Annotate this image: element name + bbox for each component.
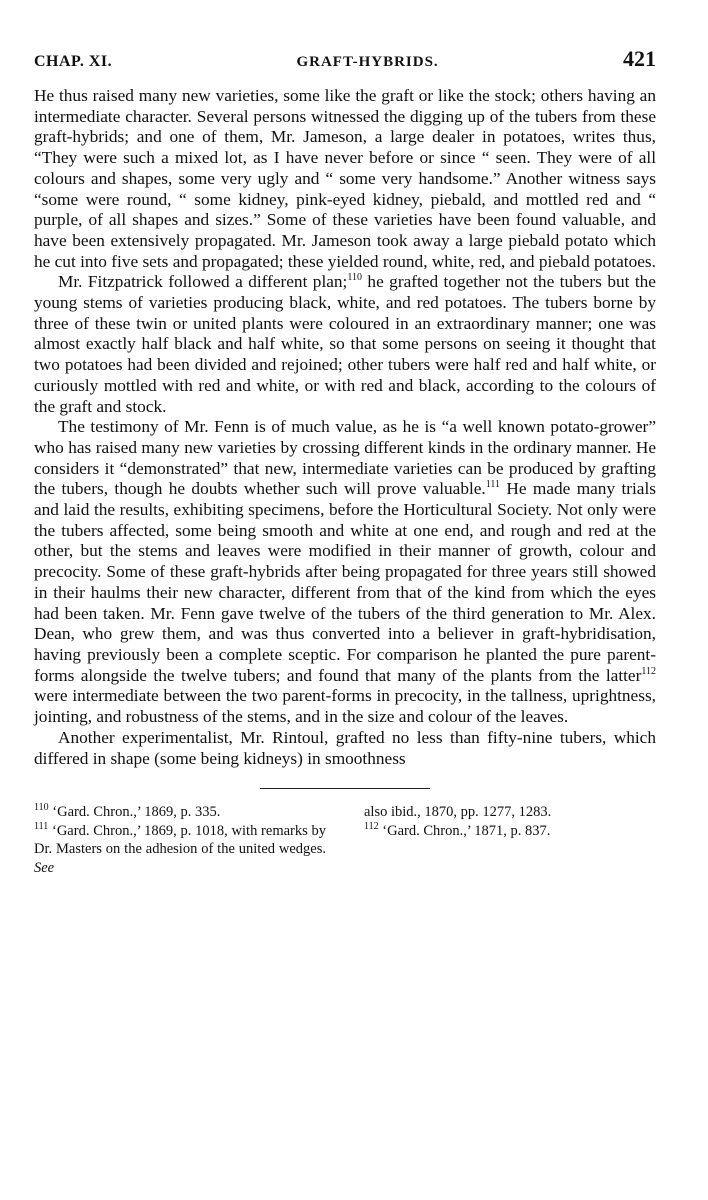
paragraph-2 (34, 272, 656, 417)
footnotes-left-column (34, 803, 326, 877)
paragraph-2-text-b: he grafted together not the tubers but the young stems of varieties producing black, white, and red potatoes. The tubers borne by three of these twin or united plants were coloured in an extraordinary manner; one was almost exactly half black and half white, so that some persons on seeing it thought that two potatoes had been divided and rejoined; other tubers were half red and half white, or curiously mottled with red and white, or with red and black, according to the colours of the graft and stock. (34, 272, 656, 416)
footnote-110-number: 110 (34, 802, 49, 814)
footnote-ref-111: 111 (485, 479, 501, 491)
footnote-112 (364, 822, 656, 841)
paragraph-4: Another experimentalist, Mr. Rintoul, grafted no less than fifty-nine tubers, which differed in shape (some being kidneys) in smoothness (34, 727, 656, 768)
footnote-112-number: 112 (364, 820, 379, 832)
footnote-111-text: ‘Gard. Chron.,’ 1869, p. 1018, with remarks by Dr. Masters on the adhesion of the united wedges. (34, 822, 326, 858)
footnotes (34, 803, 656, 877)
footnote-111-continued: also ibid., 1870, pp. 1277, 1283. (364, 804, 552, 821)
running-header (34, 46, 656, 72)
footnote-112-text: ‘Gard. Chron.,’ 1871, p. 837. (378, 822, 551, 839)
chapter-label: CHAP. XI. (34, 53, 113, 70)
footnote-ref-110: 110 (347, 272, 362, 284)
footnote-ref-112: 112 (641, 665, 656, 677)
footnote-111 (34, 822, 326, 878)
paragraph-1: He thus raised many new varieties, some like the graft or like the stock; others having an intermediate character. Several persons witnessed the digging up of the tubers from these graft-hybrids; and one of them, Mr. Jameson, a large dealer in potatoes, writes thus, “They were such a mixed lot, as I have never before or since “ seen. They were of all colours and shapes, some very ugly and “ some very handsome.” Another witness says “some were round, “ some kidney, pink-eyed kidney, piebald, and mottled red and “ purple, of all shapes and sizes.” Some of these varieties have been found valuable, and have been extensively propagated. Mr. Jameson took away a large piebald potato which he cut into five sets and propagated; these yielded round, white, red, and piebald potatoes. (34, 86, 656, 271)
paragraph-3-text-a: The testimony of Mr. Fenn is of much value, as he is “a well known potato-grower” who has raised many new varieties by crossing different kinds in the ordinary manner. He considers it “demonstrated” that new, intermediate varieties can be produced by grafting the tubers, though he doubts whether such will prove valuable. (34, 417, 656, 499)
footnotes-right-column (364, 803, 656, 877)
page-number: 421 (622, 46, 656, 71)
paragraph-3 (34, 417, 656, 728)
book-page (34, 46, 656, 877)
paragraph-2-text-a: Mr. Fitzpatrick followed a different plan; (58, 272, 348, 292)
paragraph-3-text-c: were intermediate between the two parent-forms in precocity, in the tallness, uprightness, jointing, and robustness of the stems, and in the size and colour of the leaves. (34, 686, 656, 727)
footnote-111-see: See (34, 859, 55, 876)
footnote-110 (34, 803, 326, 822)
running-title: GRAFT-HYBRIDS. (296, 54, 439, 70)
paragraph-3-text-b: He made many trials and laid the results, exhibiting specimens, before the Horticultural Society. Not only were the tubers affected, some being smooth and white at one end, and rough and red at the other, but the stems and leaves were modified in their manner of growth, colour and precocity. Some of these graft-hybrids after being propagated for three years still showed in their haulms their new character, different from that of the kind from which the eyes had been taken. Mr. Fenn gave twelve of the tubers of the third generation to Mr. Alex. Dean, who grew them, and was thus converted into a believer in graft-hybridisation, having previously been a complete sceptic. For comparison he planted the pure parent-forms alongside the twelve tubers; and found that many of the plants from the latter (34, 479, 657, 685)
footnote-111-number: 111 (34, 820, 49, 832)
footnote-110-text: ‘Gard. Chron.,’ 1869, p. 335. (48, 804, 221, 821)
footnote-divider (260, 788, 430, 789)
